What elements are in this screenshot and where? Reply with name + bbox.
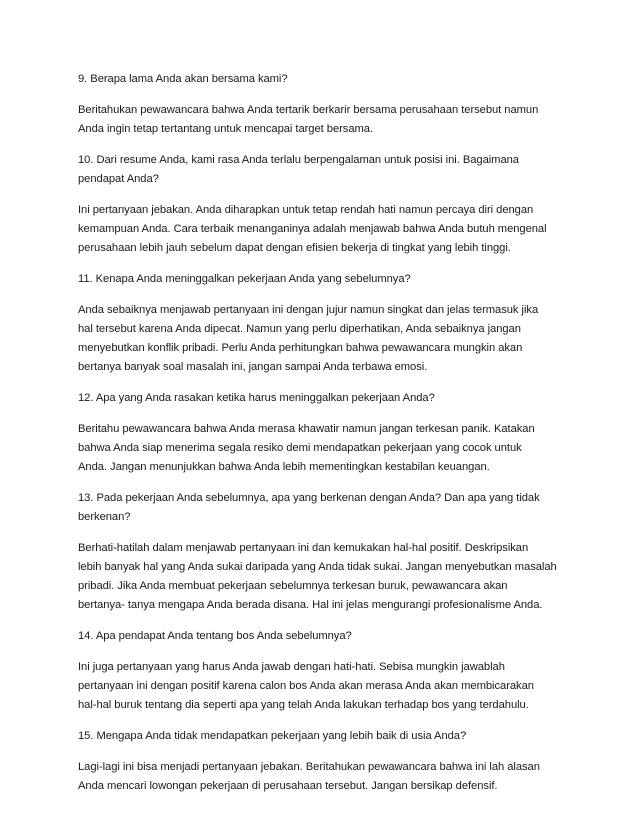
text-line: bertanya- tanya mengapa Anda berada disana. Hal ini jelas mengurangi profesionalisme Anda. [78, 599, 543, 611]
answer-paragraph [78, 201, 568, 258]
text-line: 14. Apa pendapat Anda tentang bos Anda sebelumnya? [78, 630, 352, 642]
answer-paragraph [78, 301, 568, 377]
question-paragraph [78, 489, 568, 527]
answer-paragraph [78, 758, 568, 796]
text-line: Anda. Jangan menunjukkan bahwa Anda lebih mementingkan kestabilan keuangan. [78, 461, 490, 473]
text-line: 9. Berapa lama Anda akan bersama kami? [78, 73, 288, 85]
question-paragraph [78, 270, 568, 289]
answer-paragraph [78, 101, 568, 139]
document-page [78, 70, 568, 808]
text-line: Anda ingin tetap tertantang untuk mencapai target bersama. [78, 123, 374, 135]
text-line: 12. Apa yang Anda rasakan ketika harus meninggalkan pekerjaan Anda? [78, 392, 435, 404]
text-line: kemampuan Anda. Cara terbaik menanganinya adalah menjawab bahwa Anda butuh mengenal [78, 223, 547, 235]
text-line: menyebutkan konflik pribadi. Perlu Anda perhitungkan bahwa pewawancara mungkin akan [78, 342, 523, 354]
text-line: 13. Pada pekerjaan Anda sebelumnya, apa yang berkenan dengan Anda? Dan apa yang tidak [78, 492, 540, 504]
text-line: Anda mencari lowongan pekerjaan di perusahaan tersebut. Jangan bersikap defensif. [78, 780, 498, 792]
text-line: berkenan? [78, 511, 131, 523]
text-line: perusahaan lebih jauh sebelum dapat dengan efisien bekerja di tingkat yang lebih tinggi. [78, 242, 511, 254]
question-paragraph [78, 70, 568, 89]
text-line: hal tersebut karena Anda dipecat. Namun yang perlu diperhatikan, Anda sebaiknya jangan [78, 323, 521, 335]
text-line: bertanya banyak soal masalah ini, jangan sampai Anda terbawa emosi. [78, 361, 428, 373]
text-line: 10. Dari resume Anda, kami rasa Anda terlalu berpengalaman untuk posisi ini. Bagaimana [78, 154, 519, 166]
text-line: pribadi. Jika Anda membuat pekerjaan sebelumnya terkesan buruk, pewawancara akan [78, 580, 508, 592]
question-paragraph [78, 389, 568, 408]
text-line: 15. Mengapa Anda tidak mendapatkan pekerjaan yang lebih baik di usia Anda? [78, 730, 467, 742]
question-paragraph [78, 151, 568, 189]
text-line: Beritahu pewawancara bahwa Anda merasa khawatir namun jangan terkesan panik. Katakan [78, 423, 535, 435]
text-line: Anda sebaiknya menjawab pertanyaan ini dengan jujur namun singkat dan jelas termasuk jika [78, 304, 539, 316]
text-line: lebih banyak hal yang Anda sukai daripada yang Anda tidak sukai. Jangan menyebutkan masalah [78, 561, 557, 573]
text-line: bahwa Anda siap menerima segala resiko demi mendapatkan pekerjaan yang cocok untuk [78, 442, 522, 454]
text-line: Lagi-lagi ini bisa menjadi pertanyaan jebakan. Beritahukan pewawancara bahwa ini lah alasan [78, 761, 540, 773]
question-paragraph [78, 727, 568, 746]
text-line: 11. Kenapa Anda meninggalkan pekerjaan Anda yang sebelumnya? [78, 273, 411, 285]
answer-paragraph [78, 658, 568, 715]
text-line: Beritahukan pewawancara bahwa Anda tertarik berkarir bersama perusahaan tersebut namun [78, 104, 539, 116]
text-line: Berhati-hatilah dalam menjawab pertanyaan ini dan kemukakan hal-hal positif. Deskripsikan [78, 542, 529, 554]
text-line: Ini pertanyaan jebakan. Anda diharapkan untuk tetap rendah hati namun percaya diri dengan [78, 204, 534, 216]
text-line: pendapat Anda? [78, 173, 159, 185]
answer-paragraph [78, 539, 568, 615]
answer-paragraph [78, 420, 568, 477]
text-line: pertanyaan ini dengan positif karena calon bos Anda akan merasa Anda akan membicarakan [78, 680, 534, 692]
text-line: Ini juga pertanyaan yang harus Anda jawab dengan hati-hati. Sebisa mungkin jawablah [78, 661, 505, 673]
question-paragraph [78, 627, 568, 646]
text-line: hal-hal buruk tentang dia seperti apa yang telah Anda lakukan terhadap bos yang terdahulu. [78, 699, 529, 711]
